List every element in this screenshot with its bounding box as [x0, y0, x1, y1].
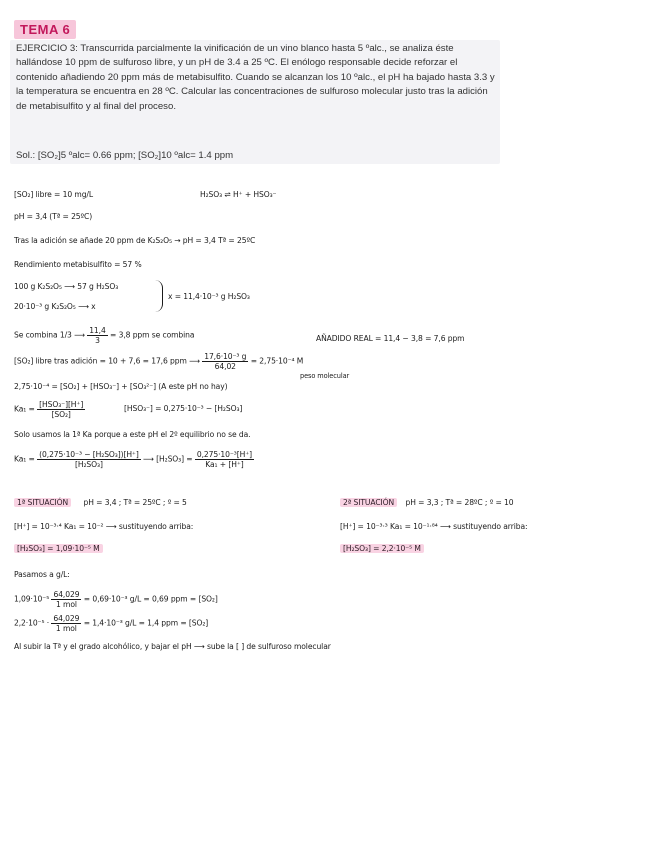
situation-2: 2ª SITUACIÓN pH = 3,3 ; Tª = 28ºC ; º = 10	[340, 498, 514, 507]
note-molarity: [SO₂] libre tras adición = 10 + 7,6 = 17,6 ppm ⟶ $\frac{\text{17,6·10⁻³ g}}{64,02}$ = 2,75·10⁻⁴ M	[14, 352, 304, 371]
situation-1-label: 1ª SITUACIÓN	[14, 498, 71, 507]
note-ka1-definition: Ka₁ = $\frac{\text{[HSO₃⁻][H⁺]}}{\text{[SO₂]}}$	[14, 400, 84, 419]
note-molecular-weight: peso molecular	[300, 372, 350, 380]
note-hso3: [HSO₃⁻] = 0,275·10⁻³ − [H₂SO₃]	[124, 404, 243, 413]
situation-2-ka: [H⁺] = 10⁻³·³ Ka₁ = 10⁻¹·⁸⁴ ⟶ sustituyendo arriba:	[340, 522, 528, 531]
page-title: TEMA 6	[14, 20, 76, 39]
situation-2-label: 2ª SITUACIÓN	[340, 498, 397, 507]
exercise-statement-box	[10, 40, 500, 164]
note-real-added: AÑADIDO REAL = 11,4 − 3,8 = 7,6 ppm	[316, 334, 465, 343]
situation-2-result: [H₂SO₃] = 2,2·10⁻⁵ M	[340, 544, 424, 553]
note-proportion-2: 20·10⁻³ g K₂S₂O₅ ⟶ x	[14, 302, 96, 311]
situation-1-result: [H₂SO₃] = 1,09·10⁻⁵ M	[14, 544, 103, 553]
note-conversion-2: 2,2·10⁻⁵ · $\frac{64,029}{\text{1 mol}}$ = 1,4·10⁻³ g/L = 1,4 ppm = [SO₂]	[14, 614, 209, 633]
note-equilibrium: H₂SO₃ ⇌ H⁺ + HSO₃⁻	[200, 190, 277, 199]
note-ka1-substitution: Ka₁ = $\frac{\text{(0,275·10⁻³ − [H₂SO₃])[H⁺]}}{\text{[H₂SO₃]}}$ ⟶ [H₂SO₃] = $\frac{\text{0,275·10⁻³[H⁺]}}{\text{Ka₁ + [H⁺]}}$	[14, 450, 252, 469]
exercise-solution: Sol.: [SO₂]5 ºalc= 0.66 ppm; [SO₂]10 ºalc= 1.4 ppm	[16, 150, 234, 161]
exercise-statement: EJERCICIO 3: Transcurrida parcialmente la vinificación de un vino blanco hasta 5 ºalc., se analiza éste hallándose 10 ppm de sulfuroso libre, y un pH de 3.4 a 25 ºC. El enólogo responsable decide reforzar el contenido añadiendo 20 ppm más de metabisulfito. Cuando se alcanzan los 10 ºalc., el pH ha bajado hasta 3.3 y la temperatura se encuentra en 28 ºC. Calcular las concentraciones de sulfuroso molecular justo tras la adición de metabisulfito y al final del proceso.	[16, 43, 495, 112]
note-convert-heading: Pasamos a g/L:	[14, 570, 70, 579]
note-mass-balance: 2,75·10⁻⁴ = [SO₂] + [HSO₃⁻] + [SO₃²⁻] (A este pH no hay)	[14, 382, 228, 391]
note-initial-ph: pH = 3,4 (Tª = 25ºC)	[14, 212, 93, 221]
note-combined: Se combina 1/3 ⟶ $\frac{11,4}{3}$ = 3,8 ppm se combina	[14, 326, 195, 345]
situation-1: 1ª SITUACIÓN pH = 3,4 ; Tª = 25ºC ; º = 5	[14, 498, 187, 507]
note-proportion-1: 100 g K₂S₂O₅ ⟶ 57 g H₂SO₃	[14, 282, 119, 291]
situation-1-ka: [H⁺] = 10⁻³·⁴ Ka₁ = 10⁻² ⟶ sustituyendo arriba:	[14, 522, 194, 531]
note-conclusion: Al subir la Tª y el grado alcohólico, y bajar el pH ⟶ sube la [ ] de sulfuroso molecular	[14, 642, 331, 651]
note-only-ka1: Solo usamos la 1ª Ka porque a este pH el 2º equilibrio no se da.	[14, 430, 251, 439]
brace	[154, 280, 163, 312]
note-proportion-result: x = 11,4·10⁻³ g H₂SO₃	[168, 292, 250, 301]
note-free-so2: [SO₂] libre = 10 mg/L	[14, 190, 94, 199]
note-conversion-1: 1,09·10⁻⁵ $\frac{64,029}{\text{1 mol}}$ = 0,69·10⁻³ g/L = 0,69 ppm = [SO₂]	[14, 590, 218, 609]
note-yield: Rendimiento metabisulfito = 57 %	[14, 260, 142, 269]
note-addition: Tras la adición se añade 20 ppm de K₂S₂O₅ → pH = 3,4 Tª = 25ºC	[14, 236, 256, 245]
